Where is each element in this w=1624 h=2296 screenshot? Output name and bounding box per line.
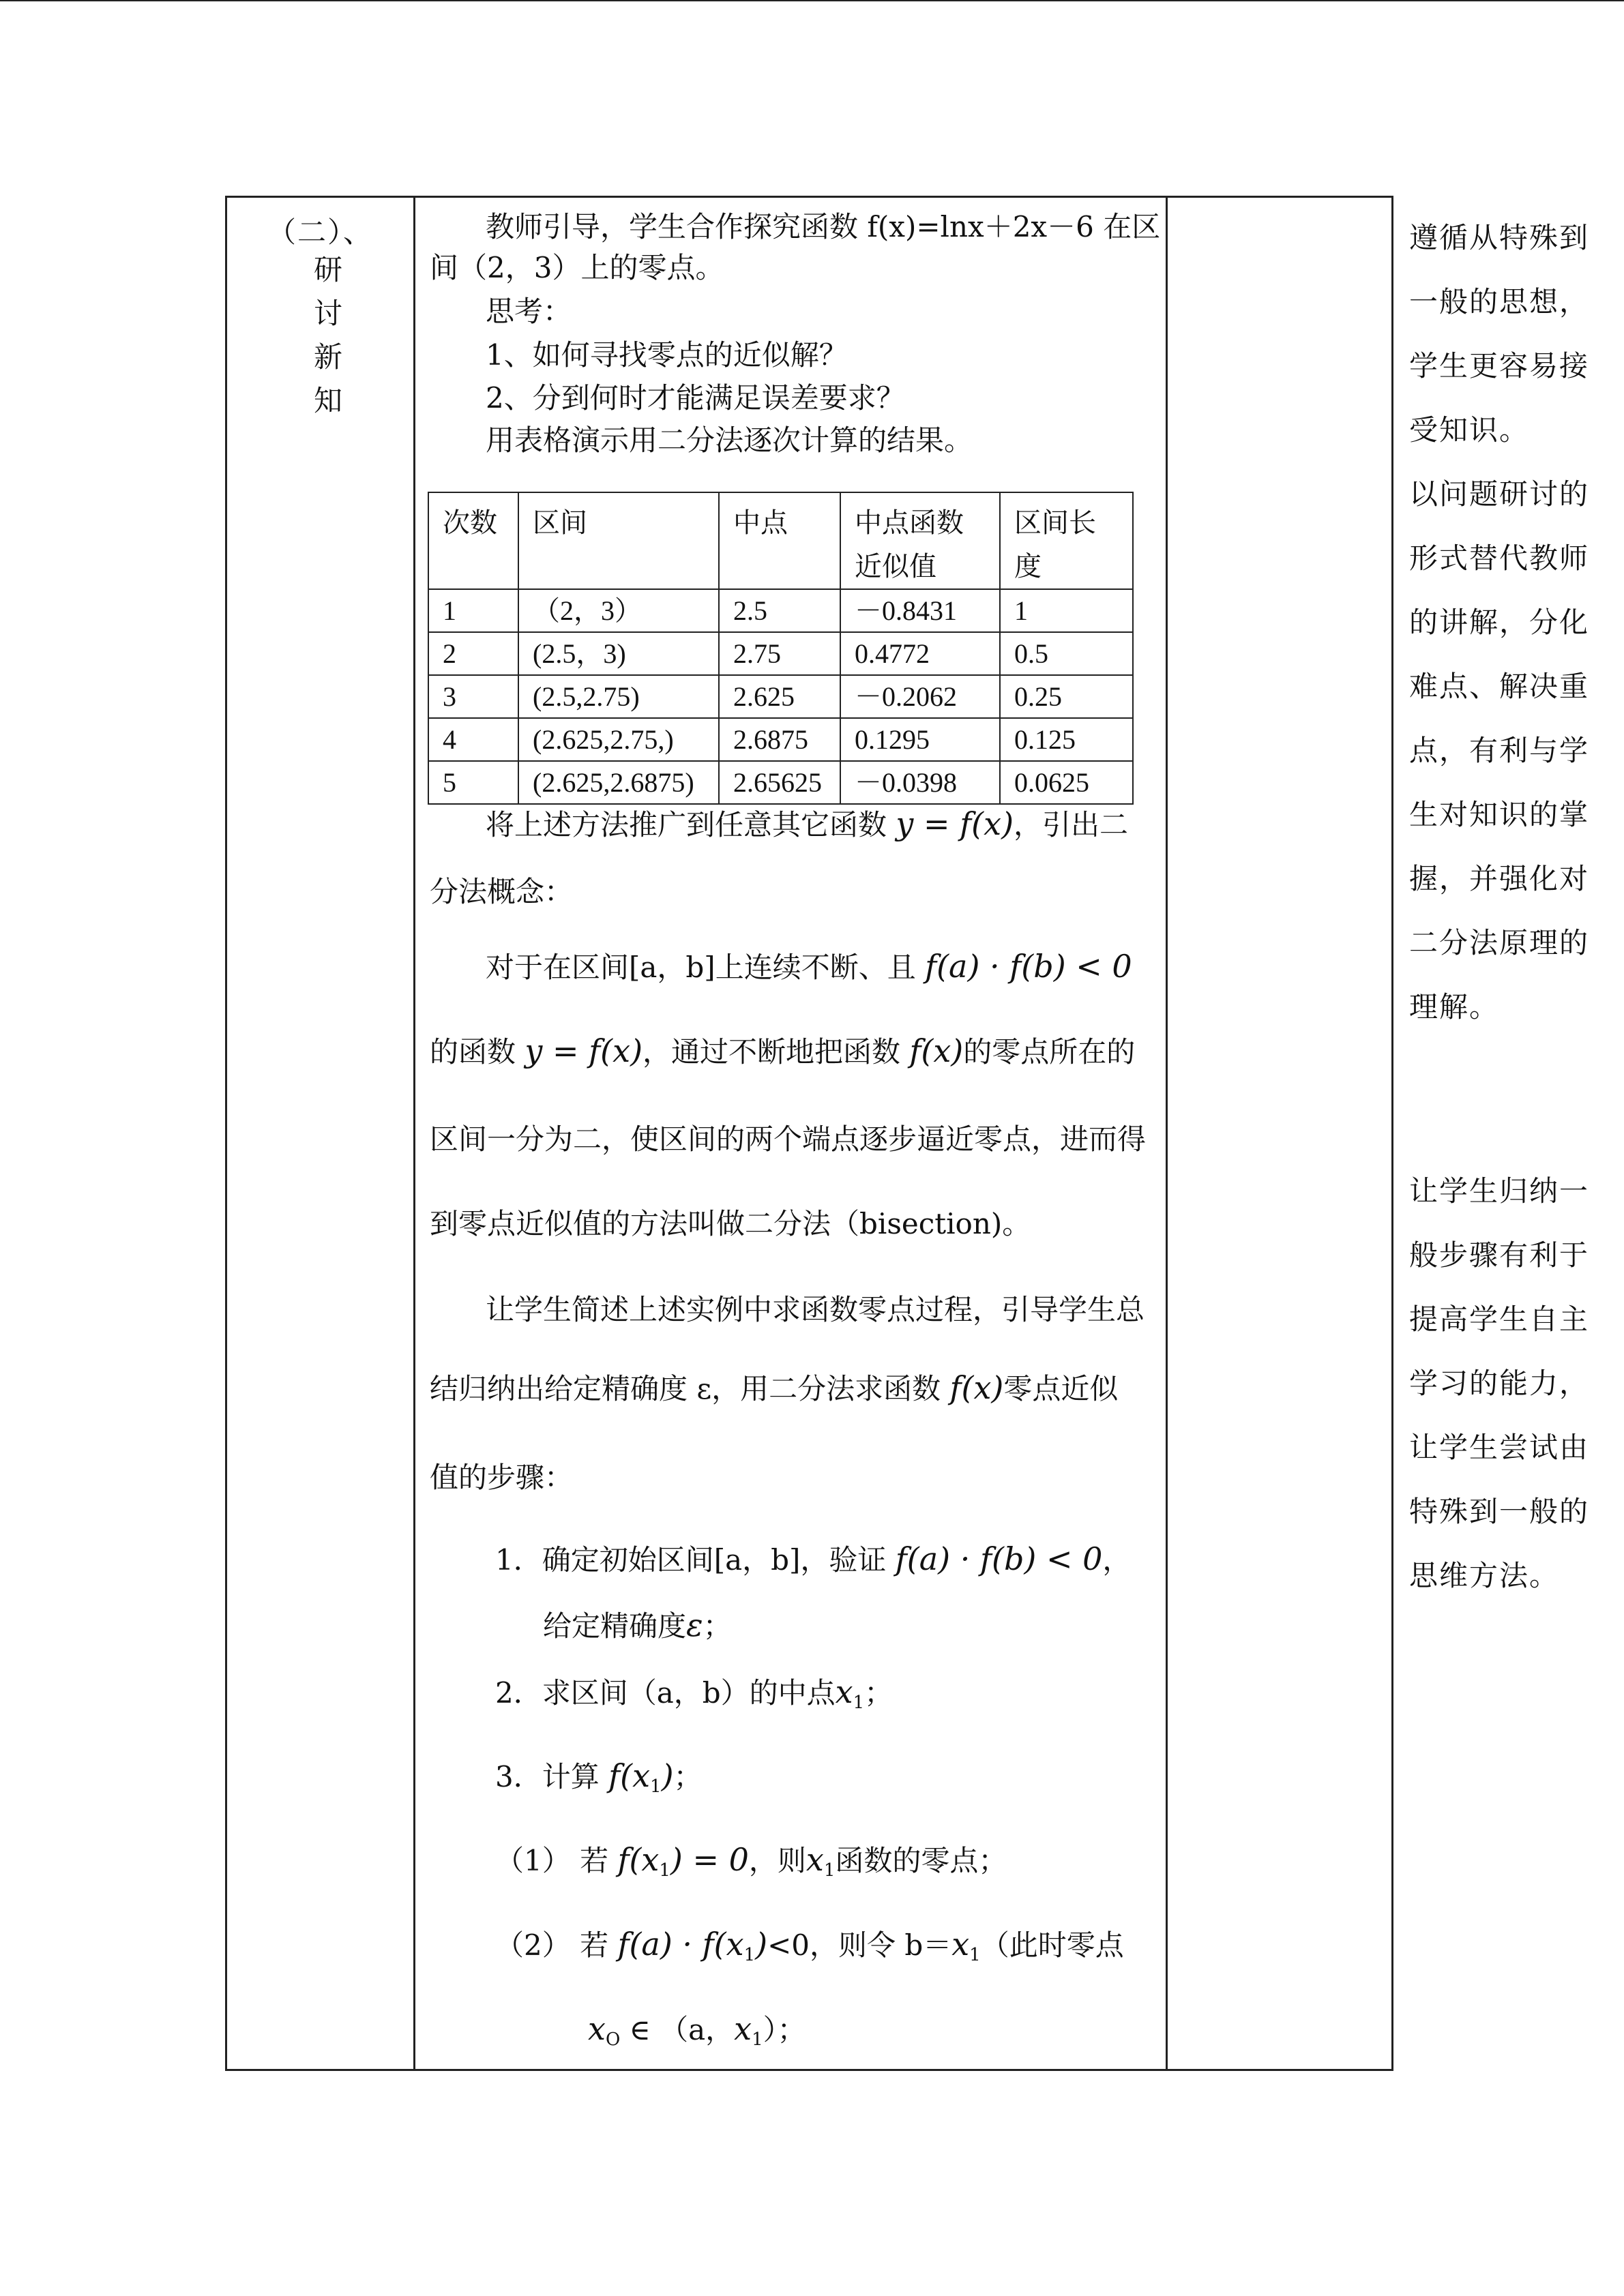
summary-line: 值的步骤： (430, 1461, 574, 1494)
table-header-cell: 中点 (719, 492, 840, 589)
text-run: 3．计算 (495, 1760, 600, 1793)
table-header-cell: 区间 (518, 492, 719, 589)
table-cell: －0.0398 (840, 761, 1000, 804)
text-run: ，引出二 (1014, 808, 1129, 841)
text-run: 函数的零点； (835, 1844, 1007, 1877)
table-row (428, 632, 1133, 675)
note-line: 以问题研讨的 (1409, 477, 1590, 511)
math-expr: y = f(x) (896, 805, 1014, 842)
intro-line: 教师引导，学生合作探究函数 f(x)=lnx＋2x－6 在区 (486, 210, 1161, 243)
text-run: （2） 若 (495, 1928, 609, 1962)
table-cell: 2.6875 (719, 718, 840, 761)
summary-line (430, 1367, 1118, 1407)
section-title-char: 讨 (313, 297, 342, 330)
table-header-cell: 区间长 度 (1000, 492, 1133, 589)
math-expr: $x_1$ (835, 1673, 865, 1713)
table-cell: 1 (428, 589, 518, 632)
table-cell: 2 (428, 632, 518, 675)
table-intro: 用表格演示用二分法逐次计算的结果。 (486, 423, 973, 457)
table-cell: 2.625 (719, 675, 840, 718)
note-line: 形式替代教师 (1409, 541, 1590, 575)
math-expr: f(a) · f(b) < 0 (895, 1540, 1103, 1577)
math-expr: f(x) (909, 1032, 964, 1069)
math-expr: y = f(x) (525, 1032, 643, 1069)
step-1 (495, 1538, 1131, 1579)
table-row (428, 675, 1133, 718)
table-cell: 0.125 (1000, 718, 1133, 761)
table-row (428, 718, 1133, 761)
text-run: 将上述方法推广到任意其它函数 (486, 808, 887, 841)
math-expr: $x_O$ (588, 2010, 621, 2050)
section-title-char: 研 (313, 253, 342, 286)
section-title-char: 知 (313, 384, 342, 417)
note-line: 般步骤有利于 (1409, 1238, 1590, 1272)
table-cell: 2.75 (719, 632, 840, 675)
text-run: ； (703, 1609, 732, 1643)
table-cell: 4 (428, 718, 518, 761)
intro-line: 间（2，3）上的零点。 (430, 251, 724, 284)
summary-line: 让学生简述上述实例中求函数零点过程，引导学生总 (486, 1293, 1145, 1326)
note-line: 学习的能力， (1409, 1367, 1590, 1400)
table-cell: 1 (1000, 589, 1133, 632)
table-cell: 0.1295 (840, 718, 1000, 761)
text-run: 对于在区间[a，b]上连续不断、且 (486, 951, 916, 984)
note-line: 思维方法。 (1409, 1559, 1560, 1592)
column-divider (413, 198, 415, 2069)
text-run: 的零点所在的 (963, 1035, 1136, 1069)
table-cell: 5 (428, 761, 518, 804)
math-expr: $x_1$ (951, 1926, 981, 1965)
table-cell: 2.5 (719, 589, 840, 632)
step-2: 2．求区间（a，b）的中点$x_1$； (495, 1673, 894, 1713)
table-cell: 0.25 (1000, 675, 1133, 718)
case-1 (495, 1838, 1007, 1881)
section-title (308, 248, 349, 423)
table-cell: －0.2062 (840, 675, 1000, 718)
table-cell: 0.0625 (1000, 761, 1133, 804)
table-row (428, 589, 1133, 632)
text-run: ，通过不断地把函数 (643, 1035, 901, 1069)
definition-line (430, 1030, 1135, 1071)
table-cell: (2.5,2.75) (518, 675, 719, 718)
text-run: ，则 (748, 1844, 806, 1877)
bisection-table (428, 492, 1134, 805)
text-run: ）； (763, 2013, 806, 2046)
case-2 (495, 1923, 1124, 1965)
step-3: 3．计算 $f(x_1)$； (495, 1757, 703, 1797)
table-cell: 3 (428, 675, 518, 718)
text-run: ∈ （a， (629, 2013, 735, 2046)
note-line: 遵循从特殊到 (1409, 221, 1590, 254)
math-expr: f(a) · f(b) < 0 (925, 948, 1132, 985)
text-run: （1） 若 (495, 1844, 609, 1877)
math-expr: f(x) (949, 1369, 1004, 1406)
note-line: 的讲解，分化 (1409, 606, 1590, 639)
note-line: 点，有利与学 (1409, 734, 1590, 767)
table-cell: (2.5，3) (518, 632, 719, 675)
question-1: 1、如何寻找零点的近似解？ (486, 338, 848, 372)
column-divider (1166, 198, 1168, 2069)
step-1-cont (543, 1604, 732, 1645)
note-line: 二分法原理的 (1409, 926, 1590, 959)
math-expr: $f(x_1)$ (608, 1757, 674, 1797)
table-cell: 2.65625 (719, 761, 840, 804)
section-title-char: 新 (313, 340, 342, 374)
math-expr: $f(a) \cdot f(x_1)$ (617, 1926, 768, 1965)
note-line: 学生更容易接 (1409, 349, 1590, 383)
text-run: 零点近似 (1003, 1372, 1119, 1405)
question-2: 2、分到何时才能满足误差要求？ (486, 381, 905, 415)
note-line: 一般的思想， (1409, 285, 1590, 318)
table-header-cell: 次数 (428, 492, 518, 589)
table-cell: （2，3） (518, 589, 719, 632)
text-run: （此时零点 (980, 1928, 1124, 1962)
section-heading: （二）、 (267, 215, 373, 249)
generalize-line: 分法概念： (430, 875, 574, 908)
definition-line (486, 945, 1132, 986)
note-line: 受知识。 (1409, 413, 1530, 447)
text-run: 2．求区间（a，b）的中点 (495, 1676, 836, 1710)
math-expr: ε (686, 1607, 703, 1643)
note-line: 提高学生自主 (1409, 1302, 1590, 1336)
table-cell: －0.8431 (840, 589, 1000, 632)
math-expr: $x_1$ (734, 2010, 763, 2050)
note-line: 让学生尝试由 (1409, 1431, 1590, 1464)
note-line: 特殊到一般的 (1409, 1495, 1590, 1528)
text-run: 给定精确度 (543, 1609, 687, 1643)
math-expr: $f(x_1) = 0$ (617, 1841, 749, 1881)
table-cell: 0.5 (1000, 632, 1133, 675)
text-run: ， (1102, 1543, 1132, 1577)
text-run: 1．确定初始区间[a，b]，验证 (495, 1543, 887, 1577)
definition-line: 到零点近似值的方法叫做二分法（bisection)。 (430, 1207, 1031, 1240)
note-line: 难点、解决重 (1409, 670, 1590, 703)
table-cell: (2.625,2.6875) (518, 761, 719, 804)
table-row (428, 761, 1133, 804)
text-run: 的函数 (430, 1035, 516, 1069)
note-line: 握，并强化对 (1409, 862, 1590, 895)
note-line: 让学生归纳一 (1409, 1174, 1590, 1208)
note-line: 生对知识的掌 (1409, 798, 1590, 831)
text-run: 结归纳出给定精确度 ε，用二分法求函数 (430, 1372, 941, 1405)
math-expr: $x_1$ (806, 1841, 836, 1881)
table-header-cell: 中点函数 近似值 (840, 492, 1000, 589)
table-cell: 0.4772 (840, 632, 1000, 675)
case-2-cont (588, 2008, 806, 2050)
generalize-line (486, 803, 1128, 844)
think-label: 思考： (486, 295, 572, 328)
table-header-row (428, 492, 1133, 589)
definition-line: 区间一分为二，使区间的两个端点逐步逼近零点，进而得 (430, 1122, 1147, 1156)
text-run: <0，则令 b＝ (767, 1928, 952, 1962)
table-cell: (2.625,2.75,) (518, 718, 719, 761)
note-line: 理解。 (1409, 990, 1500, 1024)
